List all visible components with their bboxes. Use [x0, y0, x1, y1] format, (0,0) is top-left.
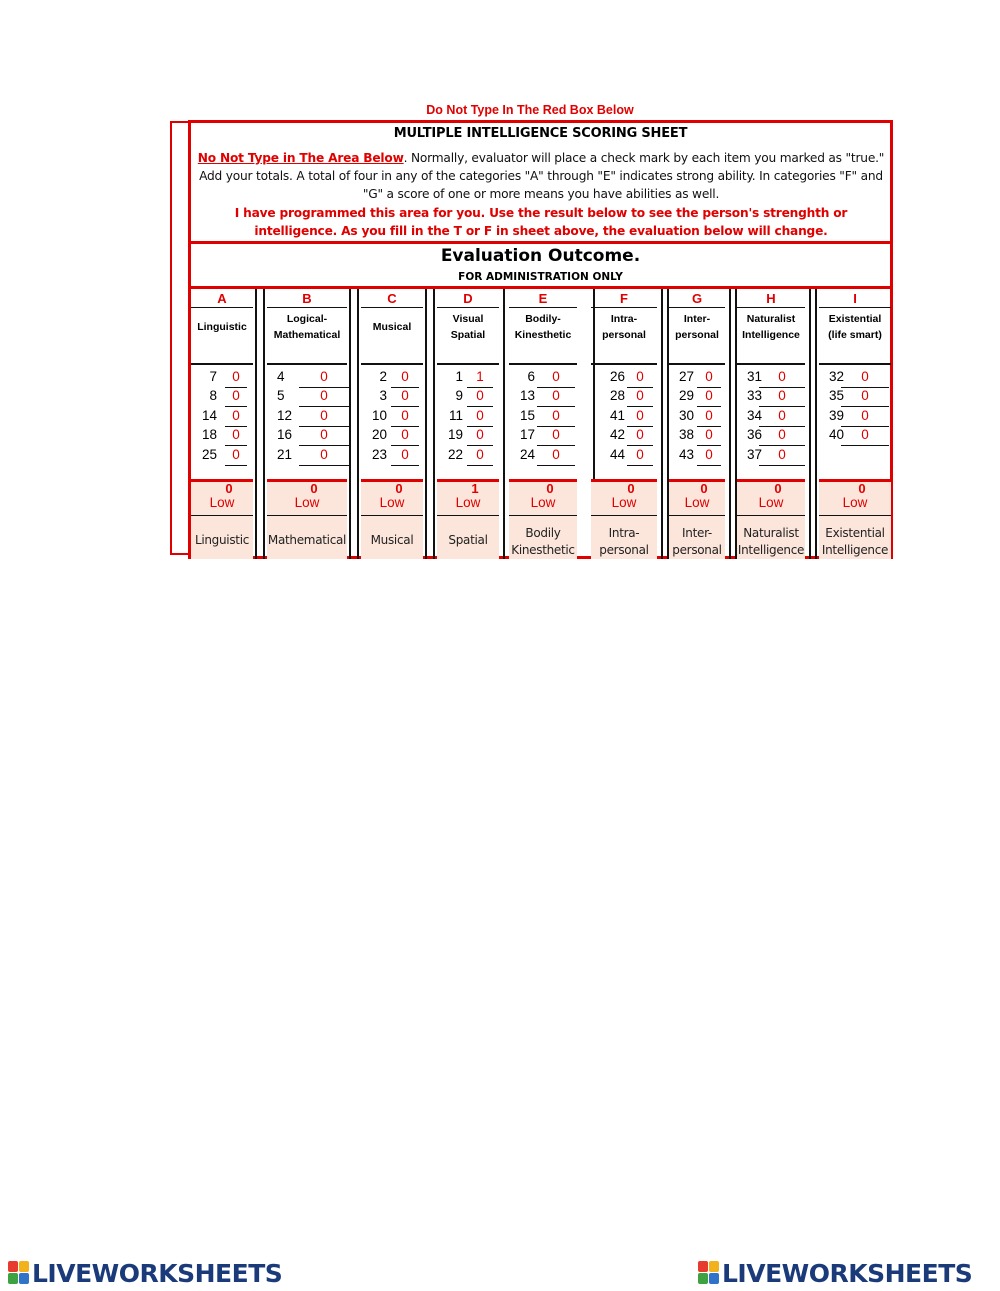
category-column-f — [591, 289, 657, 559]
question-score: 0 — [391, 447, 419, 466]
question-score: 0 — [225, 447, 247, 466]
sheet-title: MULTIPLE INTELLIGENCE SCORING SHEET — [393, 126, 688, 141]
question-number: 12 — [277, 407, 293, 423]
question-score: 0 — [627, 447, 653, 466]
question-number: 41 — [609, 407, 625, 423]
question-entry — [591, 369, 657, 386]
category-total: 0 — [310, 481, 318, 496]
header-rule — [819, 307, 891, 308]
question-score: 0 — [759, 447, 805, 466]
instruction-text: . Normally, evaluator will place a check mark by each item you marked as "true." Add your totals. A total of four in any of the categories "A" through "E" indicates strong ability. In categories "F" and "G" a score of one or more means you have abilities as well. — [199, 151, 885, 201]
question-score: 0 — [299, 427, 349, 446]
category-total: 0 — [225, 481, 233, 496]
scoring-sheet — [188, 120, 893, 559]
category-result: Spatial — [448, 533, 488, 547]
question-number: 5 — [277, 388, 285, 404]
question-score: 0 — [391, 408, 419, 427]
column-separator — [809, 289, 811, 559]
question-number: 16 — [277, 427, 293, 443]
question-number: 42 — [609, 427, 625, 443]
question-score: 0 — [299, 447, 349, 466]
question-number: 27 — [679, 369, 695, 384]
header-rule — [191, 363, 253, 365]
category-level: Low — [294, 495, 320, 510]
result-rule — [737, 515, 805, 516]
question-entry — [509, 408, 577, 425]
question-entry — [361, 447, 423, 464]
question-number: 30 — [679, 407, 695, 423]
category-name: Existential (life smart) — [828, 313, 882, 341]
category-column-g — [669, 289, 725, 559]
question-number: 32 — [829, 369, 845, 384]
category-level: Low — [379, 495, 405, 510]
question-number: 40 — [829, 427, 845, 443]
category-result: Bodily Kinesthetic — [511, 526, 575, 557]
question-number: 43 — [679, 446, 695, 462]
question-score: 0 — [627, 408, 653, 427]
category-level: Low — [455, 495, 481, 510]
question-entry — [437, 427, 499, 444]
question-score: 0 — [299, 369, 349, 388]
question-entry — [267, 388, 347, 405]
question-entry — [361, 408, 423, 425]
question-entry — [437, 447, 499, 464]
question-score: 0 — [759, 408, 805, 427]
question-score: 0 — [697, 408, 721, 427]
question-score: 0 — [627, 388, 653, 407]
category-level: Low — [209, 495, 235, 510]
category-letter: G — [691, 291, 703, 306]
question-entry — [191, 427, 253, 444]
header-rule — [591, 307, 657, 308]
category-letter: C — [387, 291, 397, 306]
category-name: Logical- Mathematical — [273, 313, 341, 341]
category-total: 0 — [627, 481, 635, 496]
result-rule — [591, 515, 657, 516]
question-entry — [267, 408, 347, 425]
header-rule — [509, 307, 577, 308]
category-column-d — [437, 289, 499, 559]
question-entry — [737, 408, 805, 425]
question-entry — [437, 408, 499, 425]
instruction-programmed-note: I have programmed this area for you. Use the result below to see the person's strenghth or intelligence. As you fill in the T or F in sheet above, the evaluation below will change. — [234, 206, 848, 238]
question-number: 44 — [609, 446, 625, 462]
question-score: 0 — [841, 427, 889, 446]
question-score: 0 — [841, 369, 889, 388]
question-entry — [267, 427, 347, 444]
question-score: 0 — [467, 408, 493, 427]
question-score: 0 — [225, 427, 247, 446]
question-score: 0 — [697, 447, 721, 466]
header-rule — [191, 307, 253, 308]
logo-text: LIVEWORKSHEETS — [32, 1259, 283, 1288]
question-score: 0 — [627, 369, 653, 388]
question-score: 1 — [467, 369, 493, 388]
red-box-warning: Do Not Type In The Red Box Below — [426, 103, 634, 117]
column-separator — [263, 289, 265, 559]
category-level: Low — [758, 495, 784, 510]
question-score: 0 — [537, 369, 575, 388]
result-rule — [437, 515, 499, 516]
question-entry — [267, 447, 347, 464]
question-entry — [267, 369, 347, 386]
scoring-grid — [191, 286, 890, 559]
question-entry — [361, 388, 423, 405]
column-separator — [357, 289, 359, 559]
category-name: Inter- personal — [675, 313, 719, 341]
question-score: 0 — [759, 388, 805, 407]
question-entry — [669, 408, 725, 425]
question-entry — [509, 369, 577, 386]
category-total: 0 — [546, 481, 554, 496]
category-letter: H — [766, 291, 776, 306]
question-number: 15 — [519, 407, 535, 423]
question-number: 9 — [455, 388, 463, 404]
category-name: Visual Spatial — [450, 313, 486, 341]
question-score: 0 — [299, 388, 349, 407]
question-entry — [819, 388, 891, 405]
question-number: 1 — [455, 369, 463, 384]
result-rule — [819, 515, 891, 516]
category-result: Naturalist Intelligence — [737, 526, 805, 557]
question-entry — [669, 369, 725, 386]
question-score: 0 — [537, 388, 575, 407]
question-number: 11 — [448, 407, 463, 423]
column-separator — [349, 289, 351, 559]
question-score: 0 — [225, 388, 247, 407]
question-number: 19 — [447, 427, 463, 443]
question-number: 17 — [519, 427, 535, 443]
red-box-border — [170, 121, 190, 555]
header-rule — [437, 307, 499, 308]
question-entry — [591, 408, 657, 425]
column-separator — [661, 289, 663, 559]
question-entry — [437, 388, 499, 405]
question-entry — [191, 408, 253, 425]
header-rule — [267, 363, 347, 365]
category-letter: A — [217, 291, 227, 306]
question-entry — [591, 388, 657, 405]
category-name: Naturalist Intelligence — [742, 313, 800, 341]
category-letter: E — [538, 291, 548, 306]
category-name: Musical — [372, 321, 412, 333]
question-number: 10 — [371, 407, 387, 423]
category-result: Linguistic — [194, 533, 250, 547]
question-score: 0 — [759, 369, 805, 388]
category-level: Low — [530, 495, 556, 510]
question-number: 7 — [209, 369, 217, 384]
category-letter: F — [620, 291, 628, 306]
question-score: 0 — [841, 388, 889, 407]
question-entry — [191, 447, 253, 464]
category-letter: B — [302, 291, 312, 306]
question-number: 20 — [371, 427, 387, 443]
category-total: 0 — [395, 481, 403, 496]
question-score: 0 — [841, 408, 889, 427]
category-column-a — [191, 289, 253, 559]
category-column-c — [361, 289, 423, 559]
logo-text: LIVEWORKSHEETS — [722, 1259, 973, 1288]
question-number: 33 — [747, 388, 763, 404]
question-entry — [819, 369, 891, 386]
question-entry — [509, 447, 577, 464]
category-column-e — [509, 289, 577, 559]
header-rule — [669, 363, 725, 365]
header-rule — [361, 307, 423, 308]
question-score: 0 — [467, 427, 493, 446]
question-entry — [191, 369, 253, 386]
header-rule — [819, 363, 891, 365]
category-level: Low — [842, 495, 868, 510]
header-rule — [737, 363, 805, 365]
question-number: 34 — [747, 407, 763, 423]
header-rule — [509, 363, 577, 365]
header-rule — [361, 363, 423, 365]
category-name: Linguistic — [197, 321, 247, 333]
category-total: 0 — [700, 481, 708, 496]
question-score: 0 — [391, 427, 419, 446]
section-divider — [191, 241, 890, 244]
question-entry — [737, 369, 805, 386]
evaluation-subtitle: FOR ADMINISTRATION ONLY — [458, 271, 623, 283]
question-score: 0 — [225, 408, 247, 427]
result-rule — [669, 515, 725, 516]
question-score: 0 — [467, 388, 493, 407]
question-entry — [361, 369, 423, 386]
question-number: 6 — [527, 369, 535, 384]
question-number: 4 — [277, 369, 285, 384]
question-entry — [509, 427, 577, 444]
question-number: 35 — [829, 388, 845, 404]
header-rule — [591, 363, 657, 365]
category-letter: I — [853, 291, 857, 306]
question-score: 0 — [467, 447, 493, 466]
category-column-i — [819, 289, 891, 559]
instruction-warning: No Not Type in The Area Below — [197, 151, 404, 165]
result-rule — [509, 515, 577, 516]
question-entry — [191, 388, 253, 405]
question-number: 14 — [201, 407, 217, 423]
question-entry — [509, 388, 577, 405]
question-number: 37 — [747, 446, 763, 462]
question-number: 23 — [371, 446, 387, 462]
column-separator — [425, 289, 427, 559]
question-number: 36 — [747, 427, 763, 443]
category-result: Musical — [370, 533, 414, 547]
question-score: 0 — [759, 427, 805, 446]
question-number: 13 — [519, 388, 535, 404]
question-entry — [361, 427, 423, 444]
question-score: 0 — [391, 369, 419, 388]
question-number: 3 — [379, 388, 387, 404]
category-result: Mathematical — [267, 533, 347, 547]
question-number: 28 — [609, 388, 625, 404]
question-score: 0 — [537, 447, 575, 466]
category-total: 0 — [858, 481, 866, 496]
question-entry — [669, 427, 725, 444]
logo-mark-icon — [698, 1261, 720, 1285]
result-rule — [361, 515, 423, 516]
question-entry — [737, 388, 805, 405]
question-number: 38 — [679, 427, 695, 443]
question-entry — [669, 388, 725, 405]
question-entry — [737, 447, 805, 464]
column-separator — [815, 289, 817, 559]
category-result: Intra- personal — [599, 526, 649, 557]
question-number: 26 — [609, 369, 625, 384]
category-name: Bodily- Kinesthetic — [514, 313, 572, 341]
header-rule — [737, 307, 805, 308]
column-separator — [729, 289, 731, 559]
column-separator — [255, 289, 257, 559]
question-entry — [437, 369, 499, 386]
category-name: Intra- personal — [602, 313, 646, 341]
category-column-h — [737, 289, 805, 559]
question-score: 0 — [537, 408, 575, 427]
evaluation-title: Evaluation Outcome. — [440, 246, 641, 266]
question-number: 22 — [447, 446, 463, 462]
question-number: 39 — [829, 407, 845, 423]
question-score: 0 — [299, 408, 349, 427]
question-score: 0 — [697, 388, 721, 407]
result-rule — [191, 515, 253, 516]
header-rule — [669, 307, 725, 308]
category-column-b — [267, 289, 347, 559]
question-score: 0 — [697, 427, 721, 446]
question-number: 8 — [209, 388, 217, 404]
category-letter: D — [463, 291, 473, 306]
category-total: 1 — [471, 481, 479, 496]
column-separator — [503, 289, 505, 559]
logo-mark-icon — [8, 1261, 30, 1285]
question-number: 31 — [747, 369, 763, 384]
question-score: 0 — [627, 427, 653, 446]
question-number: 18 — [201, 427, 217, 443]
column-separator — [433, 289, 435, 559]
question-entry — [819, 427, 891, 444]
question-entry — [591, 447, 657, 464]
question-entry — [737, 427, 805, 444]
question-score: 0 — [225, 369, 247, 388]
question-number: 21 — [277, 446, 293, 462]
question-score: 0 — [697, 369, 721, 388]
category-result: Existential Intelligence — [821, 526, 889, 557]
question-entry — [591, 427, 657, 444]
question-score: 0 — [391, 388, 419, 407]
question-entry — [819, 408, 891, 425]
question-entry — [669, 447, 725, 464]
header-rule — [267, 307, 347, 308]
result-rule — [267, 515, 347, 516]
question-score: 0 — [537, 427, 575, 446]
header-rule — [437, 363, 499, 365]
sheet-instructions — [197, 149, 885, 240]
question-number: 25 — [201, 446, 217, 462]
category-result: Inter- personal — [672, 526, 722, 557]
category-level: Low — [611, 495, 637, 510]
category-total: 0 — [774, 481, 782, 496]
question-number: 24 — [519, 446, 535, 462]
question-number: 29 — [679, 388, 695, 404]
category-level: Low — [684, 495, 710, 510]
question-number: 2 — [379, 369, 387, 384]
